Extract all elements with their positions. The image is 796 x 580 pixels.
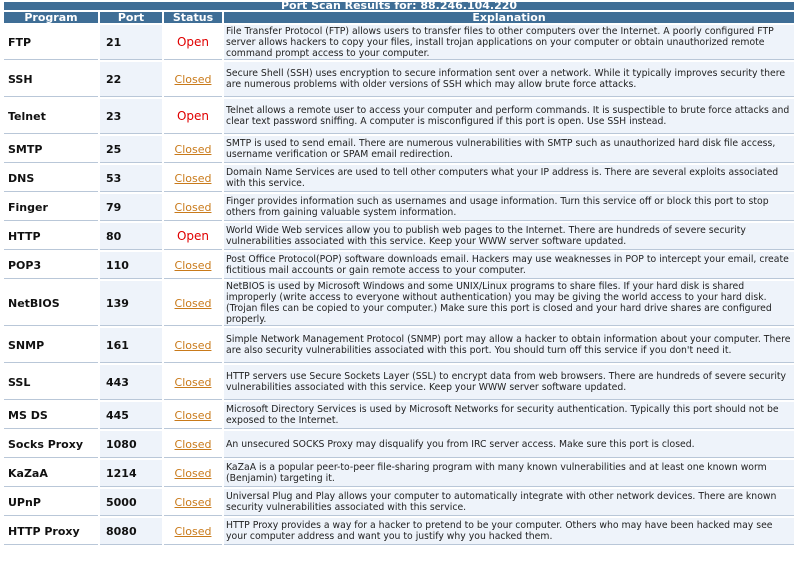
explanation-text: NetBIOS is used by Microsoft Windows and some UNIX/Linux programs to share files. If your hard disk is shared improperly (write access to everyone without authentication) you may be giving the world access to your hard disk. (Trojan files can be copied to your computer.) Make sure this port is closed and your hard drive shares are configured properly. [224,281,794,326]
explanation-text: An unsecured SOCKS Proxy may disqualify you from IRC server access. Make sure this port is closed. [224,431,794,458]
explanation-text: HTTP Proxy provides a way for a hacker to pretend to be your computer. Others who may have been hacked may see your computer address and want you to justify why you hacked them. [224,518,794,545]
port-number: 53 [100,165,162,192]
status-open: Open [176,35,210,49]
port-number: 23 [100,99,162,134]
status-cell [164,165,222,192]
status-cell [164,431,222,458]
status-cell [164,25,222,60]
program-name: Telnet [4,99,98,134]
status-cell [164,518,222,545]
program-name: FTP [4,25,98,60]
port-number: 110 [100,252,162,279]
header-status: Status [164,12,222,23]
port-number: 1214 [100,460,162,487]
program-name: SNMP [4,328,98,363]
table-row [4,365,794,400]
program-name: UPnP [4,489,98,516]
table-row [4,460,794,487]
header-row [4,12,794,23]
explanation-text: File Transfer Protocol (FTP) allows users to transfer files to other computers over the Internet. A poorly configured FTP server allows hackers to copy your files, install trojan applications on your computer or obtain unauthorized remote command prompt access to your computer. [224,25,794,60]
status-cell [164,402,222,429]
status-closed-link[interactable]: Closed [174,142,212,156]
explanation-text: Finger provides information such as usernames and usage information. Turn this service off or block this port to stop others from gaining valuable system information. [224,194,794,221]
program-name: KaZaA [4,460,98,487]
status-cell [164,99,222,134]
port-number: 139 [100,281,162,326]
status-open: Open [176,229,210,243]
port-number: 5000 [100,489,162,516]
table-row [4,431,794,458]
port-number: 1080 [100,431,162,458]
program-name: HTTP [4,223,98,250]
program-name: Socks Proxy [4,431,98,458]
status-closed-link[interactable]: Closed [174,524,212,538]
program-name: SSH [4,62,98,97]
status-cell [164,62,222,97]
table-row [4,402,794,429]
status-cell [164,252,222,279]
status-closed-link[interactable]: Closed [174,466,212,480]
header-port: Port [100,12,162,23]
status-closed-link[interactable]: Closed [174,258,212,272]
table-row [4,252,794,279]
port-number: 80 [100,223,162,250]
status-cell [164,194,222,221]
table-row [4,136,794,163]
header-explanation: Explanation [224,12,794,23]
program-name: SMTP [4,136,98,163]
port-number: 21 [100,25,162,60]
program-name: MS DS [4,402,98,429]
status-cell [164,328,222,363]
explanation-text: Simple Network Management Protocol (SNMP) port may allow a hacker to obtain information about your computer. There are also security vulnerabilities associated with this port. You should turn off this service if you don't need it. [224,328,794,363]
table-row [4,25,794,60]
table-row [4,194,794,221]
program-name: POP3 [4,252,98,279]
table-row [4,99,794,134]
explanation-text: Microsoft Directory Services is used by Microsoft Networks for security authentication. Typically this port should not be exposed to the Internet. [224,402,794,429]
table-row [4,281,794,326]
header-program: Program [4,12,98,23]
port-number: 8080 [100,518,162,545]
program-name: HTTP Proxy [4,518,98,545]
explanation-text: World Wide Web services allow you to publish web pages to the Internet. There are hundreds of severe security vulnerabilities associated with this service. Keep your WWW server software updated. [224,223,794,250]
status-cell [164,489,222,516]
port-number: 79 [100,194,162,221]
table-row [4,518,794,545]
explanation-text: KaZaA is a popular peer-to-peer file-sharing program with many known vulnerabilities and at least one known worm (Benjamin) targeting it. [224,460,794,487]
status-closed-link[interactable]: Closed [174,437,212,451]
status-cell [164,281,222,326]
program-name: Finger [4,194,98,221]
explanation-text: SMTP is used to send email. There are numerous vulnerabilities with SMTP such as unauthorized hard disk file access, username verification or SPAM email redirection. [224,136,794,163]
status-closed-link[interactable]: Closed [174,200,212,214]
status-open: Open [176,109,210,123]
explanation-text: Secure Shell (SSH) uses encryption to secure information sent over a network. While it typically improves security there are numerous problems with older versions of SSH which may allow brute force attacks. [224,62,794,97]
explanation-text: Telnet allows a remote user to access your computer and perform commands. It is suspectible to brute force attacks and clear text password sniffing. A computer is misconfigured if this port is open. Use SSH instead. [224,99,794,134]
status-cell [164,136,222,163]
port-number: 22 [100,62,162,97]
explanation-text: Post Office Protocol(POP) software downloads email. Hackers may use weaknesses in POP to intercept your email, create fictitious mail accounts or gain remote access to your computer. [224,252,794,279]
table-row [4,165,794,192]
status-closed-link[interactable]: Closed [174,375,212,389]
explanation-text: Universal Plug and Play allows your computer to automatically integrate with other network devices. There are known security vulnerabilities associated with this service. [224,489,794,516]
table-row [4,223,794,250]
status-cell [164,223,222,250]
port-number: 445 [100,402,162,429]
status-closed-link[interactable]: Closed [174,495,212,509]
title-row [4,2,794,10]
program-name: DNS [4,165,98,192]
program-name: SSL [4,365,98,400]
port-number: 25 [100,136,162,163]
status-closed-link[interactable]: Closed [174,338,212,352]
port-number: 443 [100,365,162,400]
explanation-text: HTTP servers use Secure Sockets Layer (SSL) to encrypt data from web browsers. There are hundreds of severe security vulnerabilities associated with this service. Keep your WWW server software updated. [224,365,794,400]
status-cell [164,460,222,487]
status-closed-link[interactable]: Closed [174,72,212,86]
status-cell [164,365,222,400]
table-row [4,328,794,363]
program-name: NetBIOS [4,281,98,326]
explanation-text: Domain Name Services are used to tell other computers what your IP address is. There are several exploits associated with this service. [224,165,794,192]
table-body [4,25,794,545]
table-title: Port Scan Results for: 88.246.104.220 [4,2,794,10]
status-closed-link[interactable]: Closed [174,296,212,310]
status-closed-link[interactable]: Closed [174,408,212,422]
port-scan-table [2,0,796,547]
table-row [4,62,794,97]
port-number: 161 [100,328,162,363]
table-row [4,489,794,516]
status-closed-link[interactable]: Closed [174,171,212,185]
